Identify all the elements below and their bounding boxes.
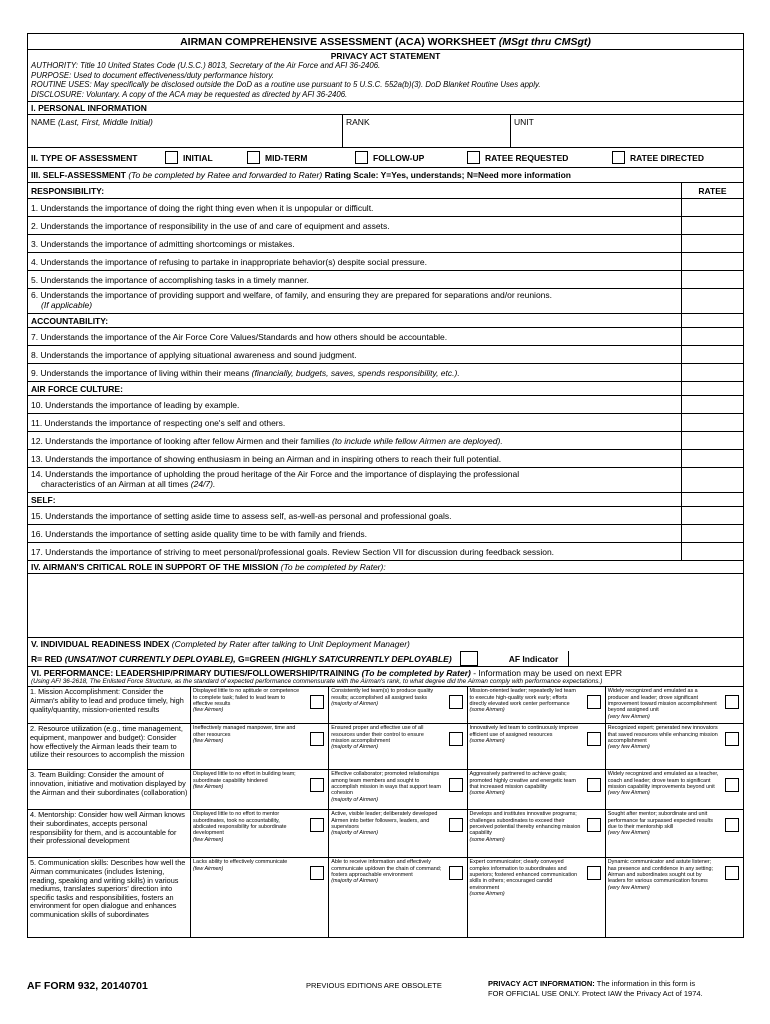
ratee-empty-cell	[681, 382, 743, 395]
section-5-subtitle: (Completed by Rater after talking to Unit Deployment Manager)	[171, 639, 410, 650]
category-label: ACCOUNTABILITY:	[31, 315, 109, 326]
performance-criterion: 5. Communication skills: Describes how well the Airman communicates (includes listening, reading, speaking and writing skills) in various mediums, translates superiors' direction into specific tasks and responsibilities, fosters an environment for open dialogue and enhances communication skills of subordinates	[28, 858, 191, 937]
level-checkbox[interactable]	[587, 778, 601, 792]
level-note: (majority of Airmen)	[331, 744, 379, 751]
category-label: AIR FORCE CULTURE:	[31, 383, 123, 394]
category-air-force-culture	[28, 382, 743, 396]
level-description	[468, 724, 583, 769]
performance-level	[191, 687, 329, 723]
level-description	[329, 770, 444, 809]
level-checkbox[interactable]	[587, 732, 601, 746]
ratee-answer-cell[interactable]	[681, 217, 743, 234]
assessment-type-row	[28, 148, 743, 168]
performance-row	[28, 810, 743, 858]
level-note: (majority of Airmen)	[331, 700, 379, 707]
aca-form	[27, 33, 744, 938]
item-hint: (24/7).	[190, 479, 216, 490]
ratee-directed-checkbox[interactable]	[612, 151, 625, 164]
ratee-answer-cell[interactable]	[681, 525, 743, 542]
self-assessment-row	[28, 199, 743, 217]
purpose-text: PURPOSE: Used to document effectiveness/duty performance history.	[31, 70, 274, 80]
ratee-directed-label: RATEE DIRECTED	[630, 152, 704, 163]
ratee-answer-cell[interactable]	[681, 450, 743, 467]
level-description	[606, 810, 721, 857]
ratee-answer-cell[interactable]	[681, 253, 743, 270]
performance-criterion: 2. Resource utilization (e.g., time management, equipment, manpower and budget): Consider how effectively the Airman leads their team to utilize their resources to accomplish the mission	[28, 724, 191, 769]
ratee-answer-cell[interactable]	[681, 364, 743, 381]
obsolete-notice: PREVIOUS EDITIONS ARE OBSOLETE	[306, 981, 442, 990]
level-note: (very few Airmen)	[607, 884, 650, 891]
item-text: 17. Understands the importance of striving to meet personal/professional goals. Review Section VII for discussion during feedback session.	[31, 546, 555, 557]
level-text: Dynamic communicator and astute listener; has presence and confidence in any setting; Airman and subordinates sought out by leaders for various communication forums	[607, 859, 713, 885]
section-6-instruction: (Using AFI 36-2618, The Enlisted Force Structure, as the standard of expected performance commensurate with the Airman's rank, to what degree did the Airman comply with performance expectations.)	[28, 678, 743, 687]
name-label: NAME	[31, 117, 56, 128]
level-note: (majority of Airmen)	[331, 796, 379, 803]
level-checkbox-cell	[721, 858, 743, 937]
category-label: SELF:	[31, 494, 56, 505]
level-description	[329, 687, 444, 723]
ratee-answer-cell[interactable]	[681, 396, 743, 413]
level-note: (few Airmen)	[193, 783, 224, 790]
level-checkbox-cell	[306, 858, 328, 937]
performance-level	[191, 724, 329, 769]
initial-checkbox[interactable]	[165, 151, 178, 164]
level-checkbox-cell	[306, 770, 328, 809]
item-text: 10. Understands the importance of leading by example.	[31, 399, 240, 410]
performance-level	[606, 770, 743, 809]
self-assessment-row	[28, 364, 743, 382]
category-self	[28, 493, 743, 507]
level-checkbox-cell	[721, 687, 743, 723]
ratee-answer-cell[interactable]	[681, 289, 743, 313]
readiness-checkbox[interactable]	[460, 651, 478, 666]
performance-level	[468, 810, 606, 857]
level-checkbox[interactable]	[310, 695, 324, 709]
privacy-info-text: The information in this form is	[596, 979, 696, 988]
category-accountability	[28, 314, 743, 328]
level-checkbox[interactable]	[310, 866, 324, 880]
ratee-requested-checkbox[interactable]	[467, 151, 480, 164]
item-text: 7. Understands the importance of the Air Force Core Values/Standards and how others should be accountable.	[31, 331, 448, 342]
ratee-answer-cell[interactable]	[681, 199, 743, 216]
level-checkbox-cell	[445, 770, 467, 809]
ratee-answer-cell[interactable]	[681, 507, 743, 524]
readiness-index	[28, 638, 743, 667]
self-assessment-row	[28, 414, 743, 432]
item-text-block	[28, 468, 681, 492]
level-text: Expert communicator; clearly conveyed complex information to subordinates and superiors; fostered enhanced communication skills in others; encouraged candid environment	[469, 859, 578, 891]
level-checkbox-cell	[583, 810, 605, 857]
level-checkbox-cell	[583, 724, 605, 769]
item-text: 2. Understands the importance of responsibility in the use of and care of equipment and assets.	[31, 220, 390, 231]
form-title-main: AIRMAN COMPREHENSIVE ASSESSMENT (ACA) WORKSHEET	[180, 36, 496, 48]
privacy-info-label: PRIVACY ACT INFORMATION:	[488, 979, 595, 988]
level-checkbox[interactable]	[725, 778, 739, 792]
performance-level	[329, 687, 467, 723]
af-indicator-label: AF Indicator	[508, 653, 559, 664]
level-text: Displayed little to no effort in building team; subordinate capability hindered	[193, 771, 296, 784]
performance-table	[28, 687, 743, 937]
section-1-title: I. PERSONAL INFORMATION	[28, 102, 743, 115]
form-title-sub: (MSgt thru CMSgt)	[498, 36, 591, 48]
level-checkbox[interactable]	[310, 818, 324, 832]
self-assessment-row	[28, 253, 743, 271]
item-text: 12. Understands the importance of looking after fellow Airmen and their families	[31, 435, 330, 446]
performance-level	[606, 858, 743, 937]
ratee-empty-cell	[681, 493, 743, 506]
privacy-info-text-2: FOR OFFICIAL USE ONLY. Protect IAW the Privacy Act of 1974.	[488, 988, 703, 998]
readiness-legend-line	[28, 651, 743, 666]
level-checkbox-cell	[306, 687, 328, 723]
level-checkbox-cell	[583, 858, 605, 937]
level-checkbox[interactable]	[449, 818, 463, 832]
level-checkbox[interactable]	[725, 866, 739, 880]
level-checkbox[interactable]	[725, 818, 739, 832]
level-text: Displayed little to no aptitude or competence to complete task; failed to lead team to effective results	[193, 688, 300, 707]
level-text: Widely recognized and emulated as a teacher, coach and leader; drove team to significant mission capability improvements beyond unit	[607, 771, 719, 790]
section-4-heading: IV. AIRMAN'S CRITICAL ROLE IN SUPPORT OF THE MISSION	[31, 562, 279, 573]
unit-field[interactable]	[511, 115, 743, 147]
section-6-heading: VI. PERFORMANCE: LEADERSHIP/PRIMARY DUTIES/FOLLOWERSHIP/TRAINING	[31, 668, 360, 679]
item-text-block	[28, 289, 681, 313]
performance-row	[28, 687, 743, 724]
self-assessment-row	[28, 289, 743, 314]
ratee-answer-cell[interactable]	[681, 432, 743, 449]
level-text: Innovatively led team to continuously improve efficient use of assigned resources	[469, 725, 579, 738]
level-note: (very few Airmen)	[607, 790, 650, 797]
level-text: Able to receive information and effectively communicate up/down the chain of command; fosters approachable environment	[331, 859, 442, 878]
level-note: (majority of Airmen)	[331, 830, 379, 837]
level-note: (very few Airmen)	[607, 713, 650, 720]
section-6-note: - Information may be used on next EPR	[473, 668, 623, 679]
level-checkbox[interactable]	[310, 732, 324, 746]
item-text: 6. Understands the importance of providing support and welfare, of family, and ensuring they are prepared for separations and/or reunions.	[31, 290, 553, 301]
performance-level	[606, 687, 743, 723]
level-description	[329, 810, 444, 857]
category-responsibility	[28, 183, 743, 199]
level-text: Active, visible leader; deliberately developed Airmen into better followers, leaders, and supervisors	[331, 811, 438, 830]
red-description: (UNSAT/NOT CURRENTLY DEPLOYABLE),	[64, 653, 236, 664]
level-checkbox[interactable]	[449, 866, 463, 880]
rank-label: RANK	[346, 117, 370, 128]
section-4-subtitle: (To be completed by Rater):	[280, 562, 386, 573]
routine-uses-text: ROUTINE USES: May specifically be disclosed outside the DoD as a routine use pursuant to 5 U.S.C. 552a(b)(3). DoD Blanket Routine Uses apply.	[31, 80, 541, 90]
performance-level	[468, 770, 606, 809]
level-checkbox-cell	[721, 770, 743, 809]
level-note: (few Airmen)	[193, 707, 224, 714]
self-assessment-row	[28, 450, 743, 468]
ratee-empty-cell	[681, 314, 743, 327]
level-checkbox[interactable]	[587, 695, 601, 709]
item-text: 11. Understands the importance of respecting one's self and others.	[31, 417, 286, 428]
item-hint: (financially, budgets, saves, spends responsibility, etc.).	[251, 367, 460, 378]
item-text: 13. Understands the importance of showing enthusiasm in being an Airman and in inspiring others to reach their full potential.	[31, 453, 502, 464]
ratee-answer-cell[interactable]	[681, 543, 743, 560]
level-checkbox-cell	[721, 810, 743, 857]
level-note: (few Airmen)	[193, 836, 224, 843]
section-2-title: II. TYPE OF ASSESSMENT	[31, 152, 138, 163]
privacy-act-title: PRIVACY ACT STATEMENT	[330, 51, 441, 61]
self-assessment-row	[28, 346, 743, 364]
ratee-answer-cell[interactable]	[681, 414, 743, 431]
item-text-line-2: characteristics of an Airman at all times	[41, 479, 189, 490]
follow-up-label: FOLLOW-UP	[373, 152, 425, 163]
self-assessment-row	[28, 432, 743, 450]
item-text: 4. Understands the importance of refusing to partake in inappropriate behavior(s) despite social pressure.	[31, 256, 427, 267]
item-text: 15. Understands the importance of setting aside time to assess self, as-well-as personal and professional goals.	[31, 510, 452, 521]
item-text: 16. Understands the importance of setting aside quality time to be with family and friends.	[31, 528, 367, 539]
performance-level	[606, 810, 743, 857]
level-note: (majority of Airmen)	[331, 878, 379, 885]
level-text: Recognized expert; generated new innovators that saved resources while enhancing mission accomplishment	[607, 725, 718, 744]
level-checkbox-cell	[445, 724, 467, 769]
performance-level	[191, 858, 329, 937]
performance-row	[28, 858, 743, 937]
performance-level	[329, 858, 467, 937]
level-description	[468, 858, 583, 937]
ratee-answer-cell[interactable]	[681, 235, 743, 252]
self-assessment-row	[28, 525, 743, 543]
af-indicator-field[interactable]	[568, 651, 650, 666]
ratee-requested-label: RATEE REQUESTED	[485, 152, 569, 163]
item-text-block	[28, 432, 681, 449]
self-assessment-row	[28, 468, 743, 493]
level-description	[191, 810, 306, 857]
level-text: Ensured proper and effective use of all resources under their control to ensure mission accomplishment	[331, 725, 424, 744]
performance-row	[28, 770, 743, 810]
critical-role-textarea[interactable]	[28, 574, 743, 638]
level-checkbox-cell	[306, 810, 328, 857]
ratee-column-header: RATEE	[681, 183, 743, 198]
level-description	[191, 687, 306, 723]
level-description	[468, 810, 583, 857]
mid-term-checkbox[interactable]	[247, 151, 260, 164]
level-description	[606, 687, 721, 723]
level-text: Ineffectively managed manpower, time and other resources	[193, 725, 296, 738]
level-note: (some Airmen)	[469, 890, 505, 897]
level-checkbox[interactable]	[587, 866, 601, 880]
level-description	[329, 858, 444, 937]
performance-criterion: 4. Mentorship: Consider how well Airman knows their subordinates, accepts personal responsibility for them, and is accountable for their professional development	[28, 810, 191, 857]
level-description	[468, 687, 583, 723]
name-field[interactable]	[28, 115, 343, 147]
level-note: (very few Airmen)	[607, 744, 650, 751]
ratee-answer-cell[interactable]	[681, 271, 743, 288]
form-number: AF FORM 932, 20140701	[27, 980, 148, 992]
self-assessment-row	[28, 235, 743, 253]
level-text: Develops and institutes innovative programs; challenges subordinates to exceed their perceived potential thereby enhancing mission capability	[469, 811, 581, 837]
privacy-act-information	[488, 979, 758, 998]
performance-level	[329, 770, 467, 809]
personal-info-row	[28, 115, 743, 148]
green-description: (HIGHLY SAT/CURRENTLY DEPLOYABLE)	[282, 653, 452, 664]
level-note: (some Airmen)	[469, 836, 505, 843]
level-note: (few Airmen)	[193, 865, 224, 872]
level-checkbox-cell	[583, 770, 605, 809]
level-checkbox[interactable]	[725, 695, 739, 709]
level-checkbox-cell	[721, 724, 743, 769]
level-note: (some Airmen)	[469, 707, 505, 714]
item-text: 9. Understands the importance of living within their means	[31, 367, 250, 378]
level-text: Consistently led team(s) to produce quality results; accomplished all assigned tasks	[331, 688, 434, 701]
level-description	[191, 724, 306, 769]
self-assessment-row	[28, 328, 743, 346]
level-description	[606, 724, 721, 769]
self-assessment-row	[28, 271, 743, 289]
level-note: (few Airmen)	[193, 737, 224, 744]
level-description	[468, 770, 583, 809]
section-3-heading: III. SELF-ASSESSMENT	[31, 170, 126, 181]
item-text: 14. Understands the importance of upholding the proud heritage of the Air Force and the importance of displaying the professional	[31, 469, 520, 480]
level-text: Sought after mentor; subordinate and unit performance far surpassed expected results due to their mentorship skill	[607, 811, 713, 830]
item-text-block	[28, 364, 681, 381]
level-note: (some Airmen)	[469, 790, 505, 797]
readiness-title-line	[28, 638, 743, 651]
level-checkbox-cell	[445, 687, 467, 723]
unit-label: UNIT	[514, 117, 534, 128]
level-checkbox[interactable]	[449, 732, 463, 746]
item-hint: (to include while fellow Airmen are deployed).	[331, 435, 503, 446]
item-text: 5. Understands the importance of accomplishing tasks in a timely manner.	[31, 274, 309, 285]
level-checkbox-cell	[583, 687, 605, 723]
rank-field[interactable]	[343, 115, 511, 147]
level-checkbox[interactable]	[725, 732, 739, 746]
level-checkbox-cell	[306, 724, 328, 769]
section-3-title	[28, 168, 743, 183]
level-description	[191, 770, 306, 809]
authority-text: AUTHORITY: Title 10 United States Code (U.S.C.) 8013, Secretary of the Air Force and AFI 36-2406.	[31, 61, 381, 70]
category-label: RESPONSIBILITY:	[31, 185, 105, 196]
performance-level	[468, 858, 606, 937]
level-checkbox-cell	[445, 810, 467, 857]
performance-level	[191, 770, 329, 809]
level-checkbox-cell	[445, 858, 467, 937]
level-checkbox[interactable]	[310, 778, 324, 792]
green-label: G=GREEN	[237, 653, 280, 664]
form-title	[28, 34, 743, 50]
disclosure-text: DISCLOSURE: Voluntary. A copy of the ACA may be requested as directed by AFI 36-2406.	[31, 89, 348, 99]
level-checkbox[interactable]	[449, 778, 463, 792]
level-text: Lacks ability to effectively communicate	[193, 859, 288, 866]
performance-level	[329, 724, 467, 769]
ratee-answer-cell[interactable]	[681, 346, 743, 363]
level-text: Aggressively partnered to achieve goals; promoted highly creative and energetic team that increased mission capability	[469, 771, 576, 790]
performance-level	[468, 724, 606, 769]
red-label: R= RED	[31, 653, 63, 664]
performance-criterion: 3. Team Building: Consider the amount of innovation, initiative and motivation displayed by the Airman and their subordinates (collaboration)	[28, 770, 191, 809]
rating-scale: Rating Scale: Y=Yes, understands; N=Need more information	[324, 170, 571, 181]
performance-row	[28, 724, 743, 770]
initial-label: INITIAL	[183, 152, 213, 163]
performance-level	[606, 724, 743, 769]
level-text: Displayed little to no effort to mentor subordinates, took no accountability, abdicated responsibility for subordinate development	[193, 811, 287, 837]
section-4-title	[28, 561, 743, 574]
level-checkbox[interactable]	[449, 695, 463, 709]
section-6-title	[28, 667, 743, 678]
follow-up-checkbox[interactable]	[355, 151, 368, 164]
performance-level	[468, 687, 606, 723]
section-3-subtitle: (To be completed by Ratee and forwarded to Rater)	[128, 170, 323, 181]
level-description	[606, 770, 721, 809]
level-text: Effective collaborator; promoted relationships among team members and sought to accomplish mission in ways that support team cohesion	[331, 771, 441, 797]
mid-term-label: MID-TERM	[265, 152, 308, 163]
level-text: Widely recognized and emulated as a producer and leader; drove significant improvement toward mission accomplishment beyond assigned unit	[607, 688, 717, 714]
level-description	[606, 858, 721, 937]
level-note: (very few Airmen)	[607, 830, 650, 837]
self-assessment-row	[28, 507, 743, 525]
name-hint: (Last, First, Middle Initial)	[57, 117, 153, 128]
performance-criterion: 1. Mission Accomplishment: Consider the Airman's ability to lead and produce timely, high quality/quantity, mission-oriented results	[28, 687, 191, 723]
performance-level	[329, 810, 467, 857]
ratee-answer-cell[interactable]	[681, 328, 743, 345]
level-note: (some Airmen)	[469, 737, 505, 744]
item-text-continued	[31, 479, 678, 489]
level-text: Mission-oriented leader; repeatedly led team to execute high-quality work early; efforts directly elevated work center performance	[469, 688, 576, 707]
self-assessment-row	[28, 543, 743, 561]
item-text: 3. Understands the importance of admitting shortcomings or mistakes.	[31, 238, 295, 249]
privacy-act-statement	[28, 61, 743, 102]
section-6-subtitle: (To be completed by Rater)	[361, 668, 471, 679]
level-description	[329, 724, 444, 769]
level-checkbox[interactable]	[587, 818, 601, 832]
item-hint: (If applicable)	[41, 300, 93, 311]
performance-level	[191, 810, 329, 857]
ratee-answer-cell[interactable]	[681, 468, 743, 492]
section-5-heading: V. INDIVIDUAL READINESS INDEX	[31, 639, 170, 650]
self-assessment-row	[28, 217, 743, 235]
self-assessment-row	[28, 396, 743, 414]
item-text: 8. Understands the importance of applying situational awareness and sound judgment.	[31, 349, 357, 360]
level-description	[191, 858, 306, 937]
item-text: 1. Understands the importance of doing the right thing even when it is unpopular or difficult.	[31, 202, 374, 213]
